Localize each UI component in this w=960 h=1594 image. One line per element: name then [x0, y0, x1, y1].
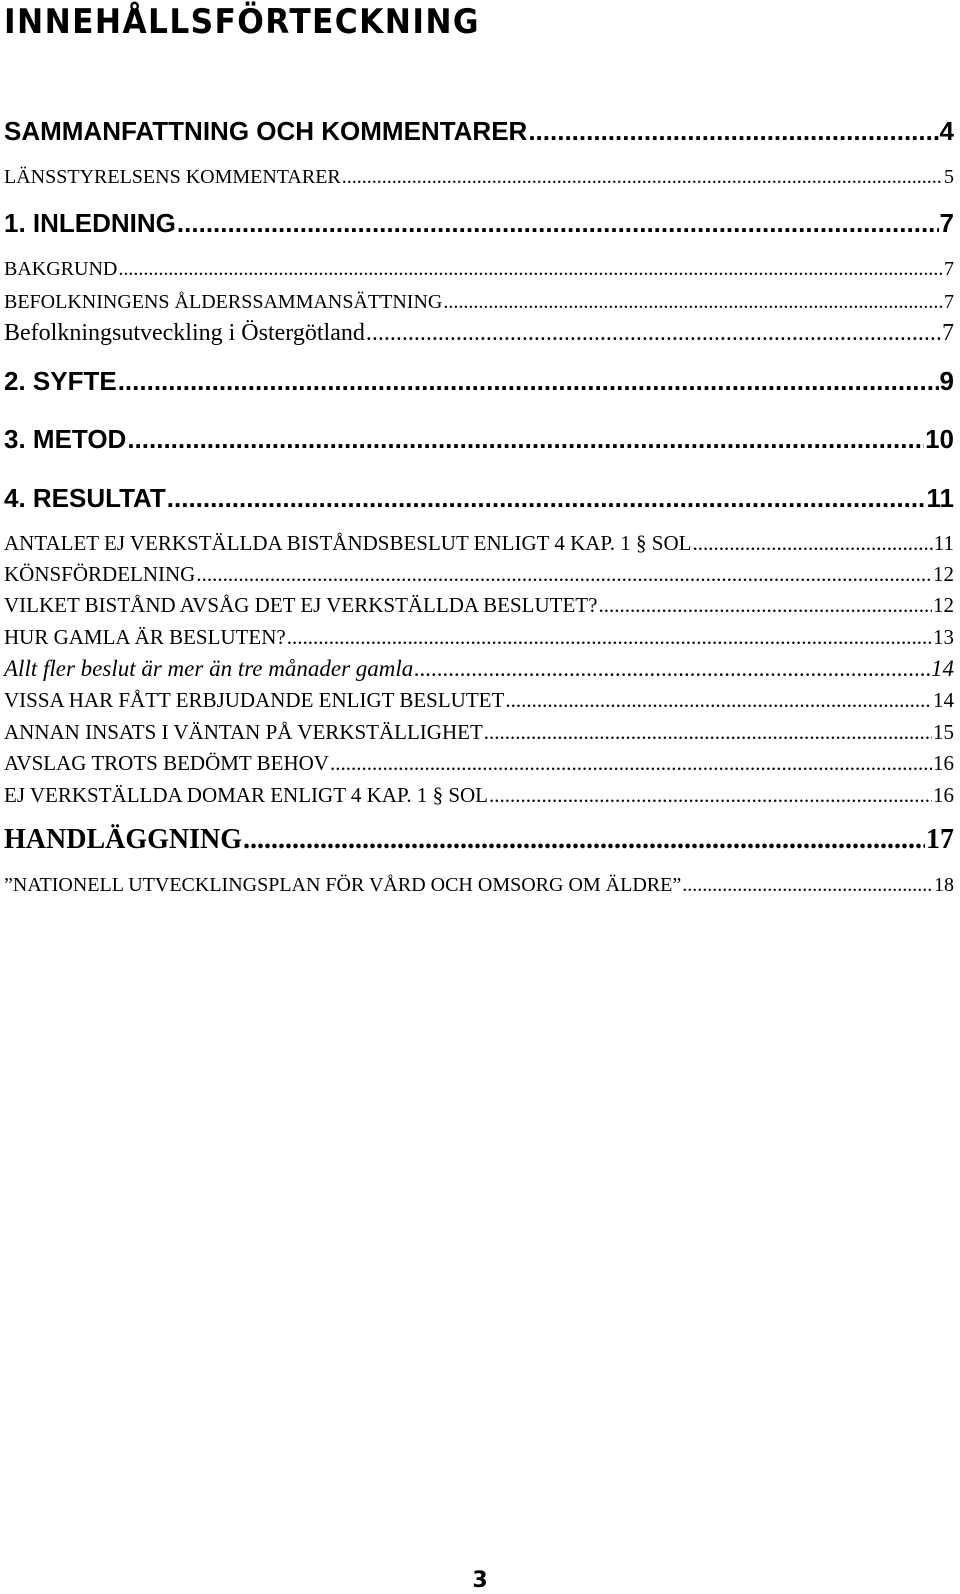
toc-entry[interactable]: [4, 625, 954, 650]
toc-entry-title: 4. RESULTAT: [4, 483, 166, 513]
toc-entry-page: 12: [933, 562, 954, 586]
toc-entry-title: KÖNSFÖRDELNING: [4, 562, 196, 586]
toc-dot-leader: [196, 562, 932, 587]
toc-entry[interactable]: [4, 531, 954, 556]
toc-entry-title: ANNAN INSATS I VÄNTAN PÅ VERKSTÄLLIGHET: [4, 720, 483, 744]
toc-entry-page: 13: [933, 625, 954, 649]
toc-entry-page: 7: [939, 208, 954, 238]
toc-entry[interactable]: [4, 258, 954, 281]
toc-entry-page: 7: [944, 291, 954, 313]
toc-entry-page: 10: [925, 424, 954, 454]
toc-dot-leader: [118, 258, 943, 281]
toc-dot-leader: [118, 366, 939, 397]
toc-entry-page: 12: [933, 593, 954, 617]
toc-entry[interactable]: [4, 593, 954, 618]
toc-entry-title: SAMMANFATTNING OCH KOMMENTARER: [4, 116, 528, 146]
toc-entry-title: ”NATIONELL UTVECKLINGSPLAN FÖR VÅRD OCH OMSORG OM ÄLDRE”: [4, 874, 682, 896]
toc-entry-title: HANDLÄGGNING: [4, 824, 243, 855]
toc-entry-page: 16: [933, 783, 954, 807]
toc-entry-title: EJ VERKSTÄLLDA DOMAR ENLIGT 4 KAP. 1 § SOL: [4, 783, 488, 807]
toc-entry[interactable]: [4, 320, 954, 347]
toc-entry-title: BAKGRUND: [4, 258, 118, 280]
toc-entry[interactable]: [4, 483, 954, 514]
toc-dot-leader: [287, 625, 932, 650]
toc-dot-leader: [528, 116, 938, 147]
toc-entry[interactable]: [4, 824, 954, 856]
toc-entry-page: 17: [926, 824, 954, 855]
toc-entry-page: 7: [942, 320, 954, 346]
toc-entry[interactable]: [4, 424, 954, 455]
toc-entry-title: 3. METOD: [4, 424, 127, 454]
toc-dot-leader: [598, 593, 932, 618]
toc-entry-title: 1. INLEDNING: [4, 208, 176, 238]
toc-dot-leader: [243, 824, 925, 856]
toc-dot-leader: [505, 688, 932, 713]
toc-entry-title: BEFOLKNINGENS ÅLDERSSAMMANSÄTTNING: [4, 291, 443, 313]
toc-dot-leader: [489, 783, 932, 808]
toc-entry-title: Befolkningsutveckling i Östergötland: [4, 320, 365, 346]
toc-dot-leader: [342, 166, 943, 189]
toc-dot-leader: [682, 874, 933, 897]
toc-entry-title: LÄNSSTYRELSENS KOMMENTARER: [4, 166, 341, 188]
toc-entry[interactable]: [4, 208, 954, 239]
toc-entry[interactable]: [4, 562, 954, 587]
toc-entry-title: 2. SYFTE: [4, 366, 117, 396]
toc-entry[interactable]: [4, 166, 954, 189]
toc-entry-title: HUR GAMLA ÄR BESLUTEN?: [4, 625, 286, 649]
toc-entry-title: AVSLAG TROTS BEDÖMT BEHOV: [4, 751, 329, 775]
toc-entry-page: 16: [933, 751, 954, 775]
toc-entry-title: ANTALET EJ VERKSTÄLLDA BISTÅNDSBESLUT ENLIGT 4 KAP. 1 § SOL: [4, 531, 692, 555]
toc-entry-page: 14: [931, 656, 954, 681]
toc-entry[interactable]: [4, 291, 954, 314]
toc-dot-leader: [443, 291, 943, 314]
toc-entry-page: 15: [933, 720, 954, 744]
toc-entry[interactable]: [4, 366, 954, 397]
toc-entry[interactable]: [4, 116, 954, 147]
toc-dot-leader: [330, 751, 932, 776]
toc-dot-leader: [167, 483, 926, 514]
page-number: 3: [472, 1568, 488, 1593]
toc-entry[interactable]: [4, 720, 954, 745]
toc-entry-page: 11: [933, 531, 954, 555]
toc-dot-leader: [692, 531, 932, 556]
toc-entry[interactable]: [4, 751, 954, 776]
toc-entry-page: 11: [926, 483, 954, 513]
toc-entry[interactable]: [4, 783, 954, 808]
toc-entry-title: VILKET BISTÅND AVSÅG DET EJ VERKSTÄLLDA BESLUTET?: [4, 593, 598, 617]
toc-entry-title: VISSA HAR FÅTT ERBJUDANDE ENLIGT BESLUTET: [4, 688, 505, 712]
toc-entry-page: 14: [933, 688, 954, 712]
toc-entry-page: 5: [944, 166, 954, 188]
toc-entry[interactable]: [4, 874, 954, 897]
toc-dot-leader: [177, 208, 939, 239]
toc-heading: INNEHÅLLSFÖRTECKNING: [4, 2, 480, 42]
toc-dot-leader: [414, 656, 930, 682]
toc-entry-page: 7: [944, 258, 954, 280]
toc-entry[interactable]: [4, 688, 954, 713]
toc-dot-leader: [366, 320, 941, 347]
toc-entry-page: 18: [934, 874, 954, 896]
toc-dot-leader: [127, 424, 924, 455]
toc-entry[interactable]: [4, 656, 954, 682]
toc-entry-title: Allt fler beslut är mer än tre månader gamla: [4, 656, 414, 681]
toc-dot-leader: [484, 720, 932, 745]
toc-entry-page: 9: [939, 366, 954, 396]
toc-entry-page: 4: [939, 116, 954, 146]
